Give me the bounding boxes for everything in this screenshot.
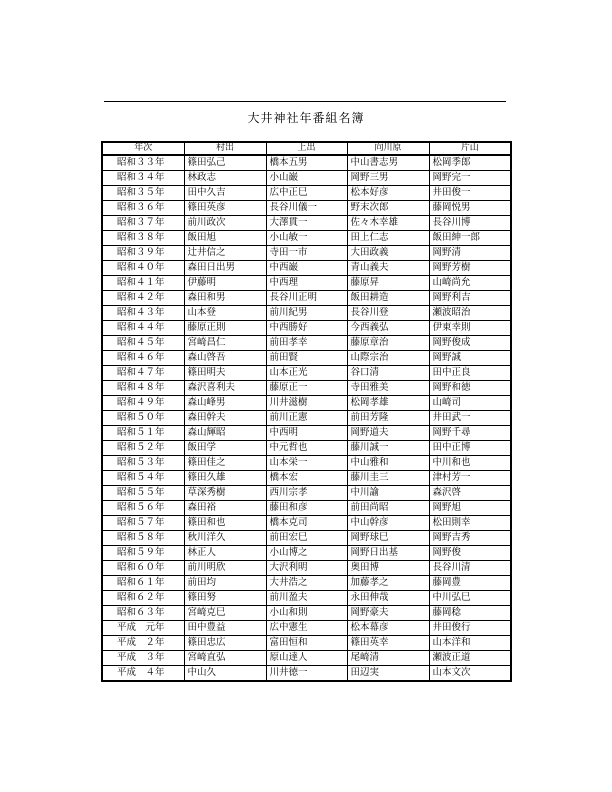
cell-mukaigawara: 前田尚昭 xyxy=(347,501,429,516)
cell-muradashi: 篠田佳之 xyxy=(184,456,266,471)
cell-katayama: 長谷川清 xyxy=(429,561,511,576)
cell-muradashi: 林政志 xyxy=(184,171,266,186)
table-row xyxy=(102,231,511,246)
cell-year: 平成 元年 xyxy=(102,621,184,636)
table-row xyxy=(102,276,511,291)
cell-kamide: 橋本克司 xyxy=(266,516,347,531)
table-row xyxy=(102,396,511,411)
cell-kamide: 前川紀男 xyxy=(266,306,347,321)
cell-muradashi: 篠田英彦 xyxy=(184,201,266,216)
cell-mukaigawara: 佐々木幸雄 xyxy=(347,216,429,231)
cell-katayama: 津村芳一 xyxy=(429,471,511,486)
cell-year: 昭和４５年 xyxy=(102,336,184,351)
cell-kamide: 中西巌 xyxy=(266,261,347,276)
cell-kamide: 山本栄一 xyxy=(266,456,347,471)
cell-kamide: 小山巌 xyxy=(266,171,347,186)
cell-mukaigawara: 永田伸哉 xyxy=(347,591,429,606)
cell-muradashi: 篠田明夫 xyxy=(184,366,266,381)
cell-katayama: 伊東幸則 xyxy=(429,321,511,336)
table-row xyxy=(102,576,511,591)
cell-mukaigawara: 岡野三男 xyxy=(347,171,429,186)
cell-kamide: 大沢利明 xyxy=(266,561,347,576)
table-row xyxy=(102,366,511,381)
cell-katayama: 岡野和徳 xyxy=(429,381,511,396)
cell-mukaigawara: 中川諭 xyxy=(347,486,429,501)
table-row xyxy=(102,261,511,276)
cell-year: 昭和４８年 xyxy=(102,381,184,396)
cell-kamide: 大井浩之 xyxy=(266,576,347,591)
cell-katayama: 岡野俊成 xyxy=(429,336,511,351)
table-row xyxy=(102,441,511,456)
cell-muradashi: 宮崎直弘 xyxy=(184,651,266,666)
cell-mukaigawara: 藤川誠一 xyxy=(347,441,429,456)
cell-muradashi: 森山輝昭 xyxy=(184,426,266,441)
cell-year: 昭和５３年 xyxy=(102,456,184,471)
cell-katayama: 山本文次 xyxy=(429,666,511,682)
cell-muradashi: 篠田和也 xyxy=(184,516,266,531)
cell-year: 昭和４４年 xyxy=(102,321,184,336)
cell-mukaigawara: 岡野球巳 xyxy=(347,531,429,546)
document-title: 大井神社年番組名簿 xyxy=(247,111,365,125)
cell-year: 昭和４２年 xyxy=(102,291,184,306)
cell-year: 昭和３９年 xyxy=(102,246,184,261)
cell-kamide: 前田宏巳 xyxy=(266,531,347,546)
cell-katayama: 岡野千尋 xyxy=(429,426,511,441)
cell-kamide: 前田孝幸 xyxy=(266,336,347,351)
cell-mukaigawara: 中山書志男 xyxy=(347,155,429,171)
table-row xyxy=(102,411,511,426)
header-mukaigawara: 向川原 xyxy=(347,142,429,155)
table-row xyxy=(102,531,511,546)
cell-mukaigawara: 藤川圭三 xyxy=(347,471,429,486)
table-row xyxy=(102,306,511,321)
cell-kamide: 川井徳一 xyxy=(266,666,347,682)
cell-muradashi: 前川明欣 xyxy=(184,561,266,576)
cell-kamide: 山本正光 xyxy=(266,366,347,381)
cell-mukaigawara: 田上仁志 xyxy=(347,231,429,246)
table-row xyxy=(102,426,511,441)
cell-katayama: 山崎尚允 xyxy=(429,276,511,291)
cell-muradashi: 篠田久雄 xyxy=(184,471,266,486)
cell-katayama: 岡野旭 xyxy=(429,501,511,516)
cell-mukaigawara: 大田政義 xyxy=(347,246,429,261)
cell-kamide: 中元哲也 xyxy=(266,441,347,456)
cell-kamide: 中西明 xyxy=(266,426,347,441)
table-row xyxy=(102,546,511,561)
cell-kamide: 橋本宏 xyxy=(266,471,347,486)
table-row xyxy=(102,291,511,306)
table-row xyxy=(102,351,511,366)
cell-mukaigawara: 飯田耕造 xyxy=(347,291,429,306)
header-muradashi: 村出 xyxy=(184,142,266,155)
cell-katayama: 松田則幸 xyxy=(429,516,511,531)
cell-mukaigawara: 藤原章治 xyxy=(347,336,429,351)
cell-year: 昭和６１年 xyxy=(102,576,184,591)
header-kamide: 上出 xyxy=(266,142,347,155)
cell-mukaigawara: 岡野豪夫 xyxy=(347,606,429,621)
cell-katayama: 瀬波正道 xyxy=(429,651,511,666)
cell-mukaigawara: 中山雅和 xyxy=(347,456,429,471)
cell-katayama: 山崎司 xyxy=(429,396,511,411)
cell-katayama: 岡野俊 xyxy=(429,546,511,561)
cell-muradashi: 森田日出男 xyxy=(184,261,266,276)
table-row xyxy=(102,501,511,516)
cell-year: 昭和４７年 xyxy=(102,366,184,381)
cell-mukaigawara: 野末次郎 xyxy=(347,201,429,216)
cell-katayama: 岡野利吉 xyxy=(429,291,511,306)
header-row xyxy=(102,142,511,155)
cell-katayama: 長谷川博 xyxy=(429,216,511,231)
cell-year: 昭和５２年 xyxy=(102,441,184,456)
cell-mukaigawara: 青山義夫 xyxy=(347,261,429,276)
cell-kamide: 大澤貫一 xyxy=(266,216,347,231)
cell-year: 昭和６３年 xyxy=(102,606,184,621)
cell-kamide: 長谷川儀一 xyxy=(266,201,347,216)
cell-year: 昭和５６年 xyxy=(102,501,184,516)
cell-mukaigawara: 中山幹彦 xyxy=(347,516,429,531)
cell-kamide: 川井滋樹 xyxy=(266,396,347,411)
cell-katayama: 岡野芳樹 xyxy=(429,261,511,276)
cell-year: 昭和６２年 xyxy=(102,591,184,606)
cell-kamide: 長谷川正明 xyxy=(266,291,347,306)
cell-katayama: 森沢啓 xyxy=(429,486,511,501)
table-row xyxy=(102,456,511,471)
cell-muradashi: 林正人 xyxy=(184,546,266,561)
cell-mukaigawara: 加藤孝之 xyxy=(347,576,429,591)
cell-katayama: 藤岡悦男 xyxy=(429,201,511,216)
cell-muradashi: 山本登 xyxy=(184,306,266,321)
cell-katayama: 岡野吉秀 xyxy=(429,531,511,546)
cell-katayama: 岡野誠 xyxy=(429,351,511,366)
cell-mukaigawara: 篠田英幸 xyxy=(347,636,429,651)
table-row xyxy=(102,201,511,216)
cell-katayama: 岡野完一 xyxy=(429,171,511,186)
cell-muradashi: 藤原正則 xyxy=(184,321,266,336)
cell-katayama: 藤岡稔 xyxy=(429,606,511,621)
header-year: 年次 xyxy=(102,142,184,155)
cell-kamide: 広中正巳 xyxy=(266,186,347,201)
cell-year: 昭和４３年 xyxy=(102,306,184,321)
cell-year: 昭和３５年 xyxy=(102,186,184,201)
cell-muradashi: 宮崎昌仁 xyxy=(184,336,266,351)
table-row xyxy=(102,171,511,186)
cell-year: 昭和５５年 xyxy=(102,486,184,501)
cell-katayama: 藤岡豊 xyxy=(429,576,511,591)
cell-year: 平成 ２年 xyxy=(102,636,184,651)
cell-mukaigawara: 藤原昇 xyxy=(347,276,429,291)
table-row xyxy=(102,471,511,486)
cell-year: 昭和５４年 xyxy=(102,471,184,486)
cell-muradashi: 森田和男 xyxy=(184,291,266,306)
cell-year: 平成 ３年 xyxy=(102,651,184,666)
cell-kamide: 前田賢 xyxy=(266,351,347,366)
cell-year: 昭和３８年 xyxy=(102,231,184,246)
cell-mukaigawara: 岡野日出基 xyxy=(347,546,429,561)
cell-katayama: 中川和也 xyxy=(429,456,511,471)
cell-muradashi: 飯田学 xyxy=(184,441,266,456)
cell-mukaigawara: 谷口清 xyxy=(347,366,429,381)
cell-mukaigawara: 松岡孝雄 xyxy=(347,396,429,411)
cell-muradashi: 森山啓吾 xyxy=(184,351,266,366)
cell-kamide: 橋本五男 xyxy=(266,155,347,171)
cell-year: 昭和３６年 xyxy=(102,201,184,216)
cell-kamide: 原山達人 xyxy=(266,651,347,666)
table-row xyxy=(102,636,511,651)
cell-kamide: 前川正憲 xyxy=(266,411,347,426)
table-row xyxy=(102,486,511,501)
cell-muradashi: 篠田弘己 xyxy=(184,155,266,171)
cell-katayama: 井田武一 xyxy=(429,411,511,426)
cell-year: 昭和５８年 xyxy=(102,531,184,546)
cell-muradashi: 草深秀樹 xyxy=(184,486,266,501)
cell-muradashi: 森田裕 xyxy=(184,501,266,516)
cell-muradashi: 宮崎克巳 xyxy=(184,606,266,621)
cell-mukaigawara: 前田芳隆 xyxy=(347,411,429,426)
cell-muradashi: 前田均 xyxy=(184,576,266,591)
cell-kamide: 寺田一市 xyxy=(266,246,347,261)
cell-kamide: 小山博之 xyxy=(266,546,347,561)
cell-kamide: 小山敏一 xyxy=(266,231,347,246)
cell-muradashi: 田中豊益 xyxy=(184,621,266,636)
table-row xyxy=(102,651,511,666)
header-katayama: 片山 xyxy=(429,142,511,155)
cell-muradashi: 篠田努 xyxy=(184,591,266,606)
cell-katayama: 井田俊行 xyxy=(429,621,511,636)
cell-muradashi: 辻井信之 xyxy=(184,246,266,261)
cell-muradashi: 篠田忠広 xyxy=(184,636,266,651)
table-row xyxy=(102,606,511,621)
cell-mukaigawara: 尾崎清 xyxy=(347,651,429,666)
cell-year: 昭和３７年 xyxy=(102,216,184,231)
table-row xyxy=(102,516,511,531)
cell-muradashi: 飯田旭 xyxy=(184,231,266,246)
cell-muradashi: 田中久吉 xyxy=(184,186,266,201)
cell-kamide: 広中憲生 xyxy=(266,621,347,636)
table-row xyxy=(102,155,511,171)
roster-body xyxy=(102,155,511,681)
roster-table xyxy=(101,141,512,682)
cell-mukaigawara: 岡野道夫 xyxy=(347,426,429,441)
cell-muradashi: 秋川洋久 xyxy=(184,531,266,546)
cell-muradashi: 伊藤明 xyxy=(184,276,266,291)
cell-kamide: 中西理 xyxy=(266,276,347,291)
cell-mukaigawara: 松本好彦 xyxy=(347,186,429,201)
table-row xyxy=(102,591,511,606)
cell-kamide: 藤田和彦 xyxy=(266,501,347,516)
table-row xyxy=(102,246,511,261)
table-row xyxy=(102,561,511,576)
cell-muradashi: 中山久 xyxy=(184,666,266,682)
cell-mukaigawara: 田辺実 xyxy=(347,666,429,682)
cell-muradashi: 森田幹夫 xyxy=(184,411,266,426)
cell-year: 昭和５１年 xyxy=(102,426,184,441)
cell-muradashi: 森山峰男 xyxy=(184,396,266,411)
cell-kamide: 西川宗孝 xyxy=(266,486,347,501)
cell-kamide: 中西勝好 xyxy=(266,321,347,336)
table-row xyxy=(102,186,511,201)
cell-kamide: 小山和則 xyxy=(266,606,347,621)
cell-year: 昭和４９年 xyxy=(102,396,184,411)
cell-muradashi: 前川政次 xyxy=(184,216,266,231)
cell-kamide: 藤原正一 xyxy=(266,381,347,396)
cell-katayama: 松岡季郎 xyxy=(429,155,511,171)
table-row xyxy=(102,381,511,396)
cell-mukaigawara: 奥田博 xyxy=(347,561,429,576)
cell-katayama: 中川弘巳 xyxy=(429,591,511,606)
cell-muradashi: 森沢喜利夫 xyxy=(184,381,266,396)
table-row xyxy=(102,621,511,636)
table-row xyxy=(102,336,511,351)
cell-year: 昭和３４年 xyxy=(102,171,184,186)
cell-year: 昭和５７年 xyxy=(102,516,184,531)
cell-katayama: 岡野清 xyxy=(429,246,511,261)
cell-mukaigawara: 長谷川登 xyxy=(347,306,429,321)
cell-kamide: 富田恒和 xyxy=(266,636,347,651)
cell-mukaigawara: 今西義弘 xyxy=(347,321,429,336)
cell-katayama: 田中正良 xyxy=(429,366,511,381)
cell-year: 昭和３３年 xyxy=(102,155,184,171)
cell-year: 昭和５０年 xyxy=(102,411,184,426)
table-row xyxy=(102,666,511,682)
top-rule xyxy=(104,101,506,102)
cell-mukaigawara: 山際宗治 xyxy=(347,351,429,366)
cell-katayama: 山本洋和 xyxy=(429,636,511,651)
cell-katayama: 飯田紳一郎 xyxy=(429,231,511,246)
cell-year: 昭和６０年 xyxy=(102,561,184,576)
cell-mukaigawara: 松本幕彦 xyxy=(347,621,429,636)
cell-katayama: 井田俊一 xyxy=(429,186,511,201)
cell-year: 平成 ４年 xyxy=(102,666,184,682)
table-row xyxy=(102,321,511,336)
cell-kamide: 前川盈夫 xyxy=(266,591,347,606)
cell-year: 昭和４１年 xyxy=(102,276,184,291)
cell-year: 昭和４６年 xyxy=(102,351,184,366)
cell-katayama: 瀬波昭治 xyxy=(429,306,511,321)
cell-katayama: 田中正博 xyxy=(429,441,511,456)
cell-year: 昭和４０年 xyxy=(102,261,184,276)
cell-mukaigawara: 寺田雅美 xyxy=(347,381,429,396)
table-row xyxy=(102,216,511,231)
cell-year: 昭和５９年 xyxy=(102,546,184,561)
